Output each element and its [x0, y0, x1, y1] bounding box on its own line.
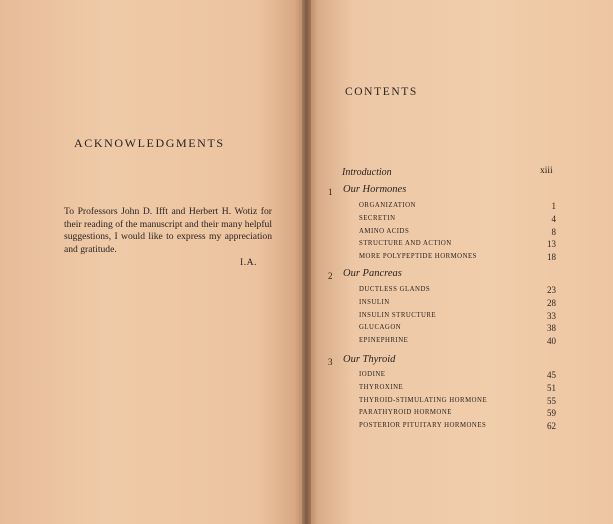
acknowledgments-heading: ACKNOWLEDGMENTS	[74, 136, 225, 150]
toc-entry-page: 40	[547, 336, 556, 347]
toc-entry-page: 1	[551, 201, 556, 211]
chapter-number: 1	[328, 187, 333, 197]
toc-introduction-page: xiii	[540, 166, 553, 176]
toc-entry-title: IODINE	[359, 371, 386, 378]
left-page	[0, 0, 304, 524]
chapter-title: Our Pancreas	[343, 268, 402, 279]
contents-heading: CONTENTS	[345, 86, 418, 98]
toc-entry-page: 4	[551, 213, 556, 224]
toc-entry-page: 59	[547, 408, 556, 419]
toc-entry-title: POSTERIOR PITUITARY HORMONES	[359, 422, 487, 430]
toc-entry-page: 13	[547, 239, 556, 250]
toc-entry-page: 55	[547, 395, 556, 406]
toc-entry-page: 45	[547, 370, 556, 380]
toc-entry-title: PARATHYROID HORMONE	[359, 409, 452, 417]
toc-entry-page: 33	[547, 310, 556, 321]
toc-entry-title: SECRETIN	[359, 214, 396, 222]
toc-entry-title: DUCTLESS GLANDS	[359, 286, 431, 293]
chapter-title: Our Hormones	[343, 184, 407, 195]
toc-entry-page: 51	[547, 382, 556, 393]
chapter-number: 3	[328, 357, 333, 367]
toc-entry-page: 28	[547, 297, 556, 308]
toc-entry-title: STRUCTURE AND ACTION	[359, 240, 452, 248]
toc-entry-page: 23	[547, 285, 556, 295]
toc-entry-title: INSULIN STRUCTURE	[359, 311, 437, 319]
toc-introduction-title: Introduction	[342, 167, 392, 178]
chapter-number: 2	[328, 271, 333, 281]
book-gutter	[302, 0, 311, 524]
toc-entry-page: 62	[547, 421, 556, 432]
toc-entry-page: 8	[551, 226, 556, 237]
toc-entry-title: THYROXINE	[359, 383, 404, 391]
toc-entry-title: GLUCAGON	[359, 324, 402, 332]
toc-entry-page: 18	[547, 252, 556, 263]
toc-entry-title: INSULIN	[359, 298, 390, 306]
toc-entry-page: 38	[547, 323, 556, 334]
toc-entry-title: EPINEPHRINE	[359, 337, 409, 345]
toc-entry-title: ORGANIZATION	[359, 202, 416, 209]
right-page	[309, 0, 613, 524]
chapter-title: Our Thyroid	[343, 354, 396, 365]
toc-entry-title: THYROID-STIMULATING HORMONE	[359, 396, 488, 404]
toc-entry-title: AMINO ACIDS	[359, 227, 410, 235]
acknowledgments-text: To Professors John D. Ifft and Herbert H. Wotiz for their reading of the manuscript and their many helpful suggestions, I would like to express my appreciation and gratitude.	[64, 206, 272, 255]
author-initials: I.A.	[240, 257, 257, 268]
toc-entry-title: MORE POLYPEPTIDE HORMONES	[359, 253, 477, 261]
